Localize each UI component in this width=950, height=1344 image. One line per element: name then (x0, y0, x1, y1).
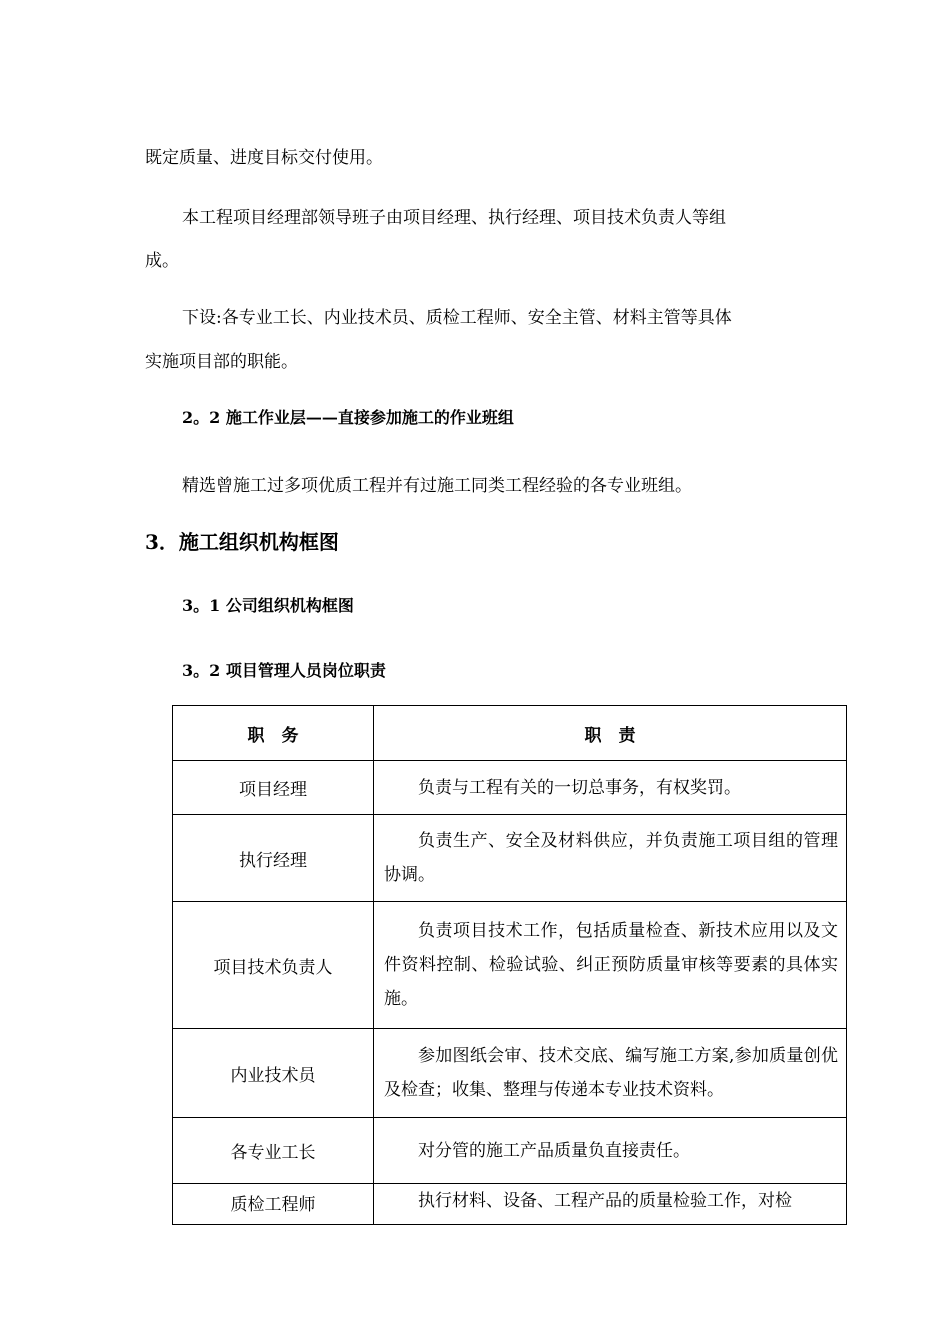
role-cell: 项目技术负责人 (173, 902, 374, 1029)
table-row (173, 815, 847, 902)
paragraph-2-line-2: 成。 (145, 251, 179, 271)
table-row (173, 1029, 847, 1118)
paragraph-3-line-1: 下设:各专业工长、内业技术员、质检工程师、安全主管、材料主管等具体 (182, 308, 732, 328)
duty-cell: 负责与工程有关的一切总事务，有权奖罚。 (374, 761, 847, 815)
role-cell: 质检工程师 (173, 1184, 374, 1225)
duty-cell: 对分管的施工产品质量负直接责任。 (374, 1118, 847, 1184)
duty-cell: 负责生产、安全及材料供应，并负责施工项目组的管理协调。 (374, 815, 847, 902)
role-cell: 各专业工长 (173, 1118, 374, 1184)
paragraph-1: 既定质量、进度目标交付使用。 (145, 148, 383, 168)
heading-3-1: 3。1 公司组织机构框图 (182, 596, 354, 615)
heading-3: 3．施工组织机构框图 (145, 530, 339, 554)
table-row (173, 761, 847, 815)
table-row (173, 1118, 847, 1184)
table-row (173, 1184, 847, 1225)
heading-3-2: 3。2 项目管理人员岗位职责 (182, 661, 386, 680)
duty-cell: 执行材料、设备、工程产品的质量检验工作，对检 (374, 1184, 847, 1225)
role-cell: 执行经理 (173, 815, 374, 902)
header-responsibility: 职 责 (374, 706, 847, 761)
header-position: 职 务 (173, 706, 374, 761)
table-header-row (173, 706, 847, 761)
paragraph-4: 精选曾施工过多项优质工程并有过施工同类工程经验的各专业班组。 (182, 476, 692, 496)
duties-table (172, 705, 847, 1225)
duty-cell: 负责项目技术工作，包括质量检查、新技术应用以及文件资料控制、检验试验、纠正预防质量审核等要素的具体实施。 (374, 902, 847, 1029)
paragraph-2-line-1: 本工程项目经理部领导班子由项目经理、执行经理、项目技术负责人等组 (182, 208, 726, 228)
paragraph-3-line-2: 实施项目部的职能。 (145, 352, 298, 372)
duty-cell: 参加图纸会审、技术交底、编写施工方案,参加质量创优及检查；收集、整理与传递本专业技术资料。 (374, 1029, 847, 1118)
heading-2-2: 2。2 施工作业层——直接参加施工的作业班组 (182, 408, 514, 427)
table-row (173, 902, 847, 1029)
role-cell: 内业技术员 (173, 1029, 374, 1118)
role-cell: 项目经理 (173, 761, 374, 815)
